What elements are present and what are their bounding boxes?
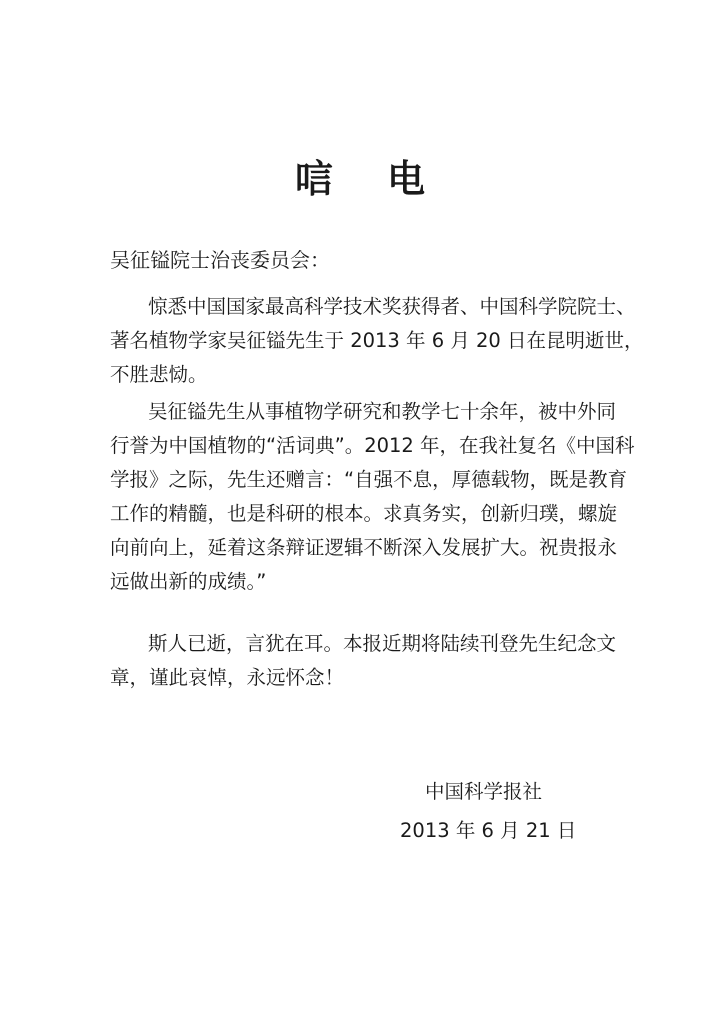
paragraph-line: 远做出新的成绩。” xyxy=(110,570,267,593)
title-char: 唁 xyxy=(294,156,333,201)
paragraph-1 xyxy=(110,290,644,392)
paragraph-line: 工作的精髓，也是科研的根本。求真务实，创新归璞，螺旋 xyxy=(110,502,618,525)
salutation: 吴征镒院士治丧委员会： xyxy=(110,248,330,272)
paragraph-line: 不胜悲恸。 xyxy=(110,363,208,386)
paragraph-line: 章，谨此哀悼，永远怀念！ xyxy=(110,666,345,689)
paragraph-line: 著名植物学家吴征镒先生于 2013 年 6 月 20 日在昆明逝世， xyxy=(110,329,644,352)
paragraph-line: 吴征镒先生从事植物学研究和教学七十余年，被中外同 xyxy=(148,400,617,423)
paragraph-line: 向前向上，延着这条辩证逻辑不断深入发展扩大。祝贵报永 xyxy=(110,536,618,559)
paragraph-line: 学报》之际，先生还赠言：“自强不息，厚德载物，既是教育 xyxy=(110,468,628,491)
paragraph-2 xyxy=(110,395,635,599)
page-title xyxy=(0,148,720,203)
signature-organization: 中国科学报社 xyxy=(425,780,543,803)
title-char: 电 xyxy=(387,156,426,201)
paragraph-line: 行誉为中国植物的“活词典”。2012 年，在我社复名《中国科 xyxy=(110,434,635,457)
signature-date: 2013 年 6 月 21 日 xyxy=(400,819,577,842)
paragraph-line: 斯人已逝，言犹在耳。本报近期将陆续刊登先生纪念文 xyxy=(148,632,617,655)
paragraph-3 xyxy=(110,627,620,695)
paragraph-line: 惊悉中国国家最高科学技术奖获得者、中国科学院院士、 xyxy=(148,295,636,318)
